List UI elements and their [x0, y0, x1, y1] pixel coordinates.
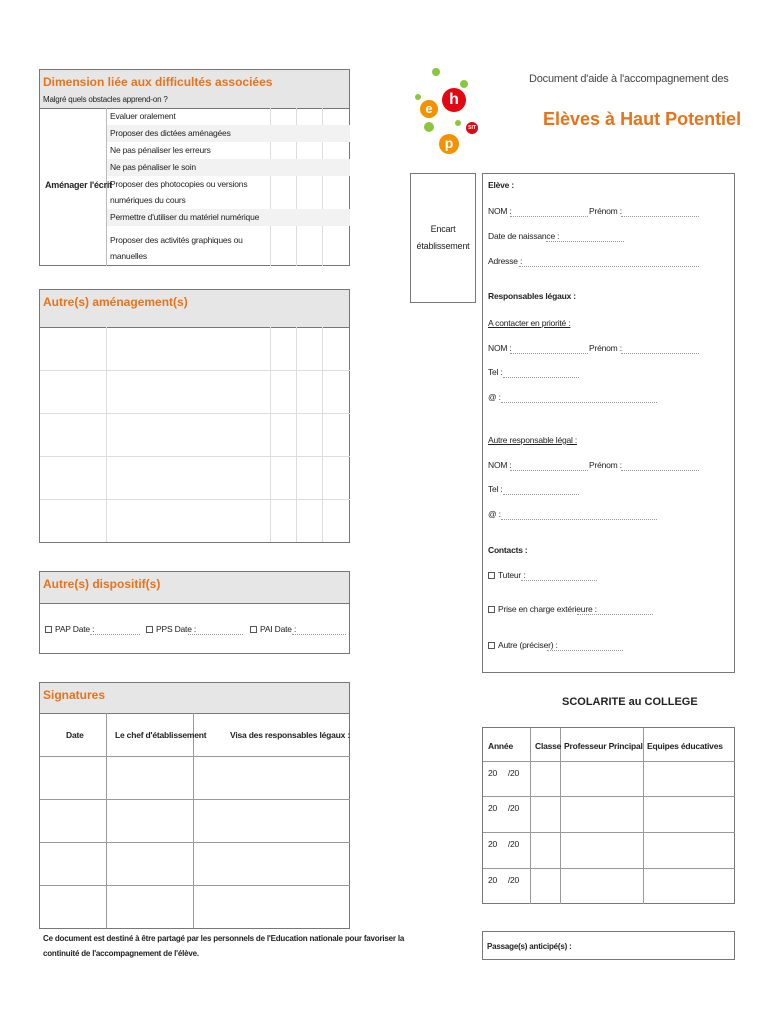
- footer-note-2: continuité de l'accompagnement de l'élève.: [43, 949, 199, 958]
- footer-note-1: Ce document est destiné à être partagé par les personnels de l'Education nationale pour favoriser la: [43, 934, 405, 943]
- pap-checkbox[interactable]: PAP Date :: [45, 624, 94, 634]
- doc-title-1: Document d'aide à l'accompagnement des: [529, 73, 729, 85]
- autre-responsable: Autre responsable légal :: [488, 435, 578, 445]
- col-prof: Professeur Principal: [564, 741, 643, 751]
- sig-col-chef: Le chef d'établissement: [115, 730, 207, 740]
- col-classe: Classe: [535, 741, 562, 751]
- dispositifs-header: [39, 571, 350, 604]
- prise-charge-checkbox[interactable]: Prise en charge extérieure :: [488, 604, 597, 614]
- sig-col-date: Date: [66, 730, 84, 740]
- amenager-ecrit-label: Aménager l'écrit: [45, 180, 112, 190]
- pai-checkbox[interactable]: PAI Date :: [250, 624, 296, 634]
- encart-2: établissement: [416, 241, 470, 251]
- tuteur-checkbox[interactable]: Tuteur :: [488, 570, 525, 580]
- dim-item: Permettre d'utiliser du matériel numérique: [110, 212, 260, 222]
- eleve-adresse: Adresse :: [488, 256, 523, 266]
- dispositifs-title: Autre(s) dispositif(s): [43, 577, 161, 591]
- resp2-prenom: Prénom :: [589, 460, 622, 470]
- scolarite-table: [482, 727, 735, 904]
- resp-email: @ :: [488, 392, 501, 402]
- dim-item: Proposer des dictées aménagées: [110, 128, 231, 138]
- contacts-label: Contacts :: [488, 545, 528, 555]
- logo-small: SIT: [466, 122, 478, 134]
- signatures-title: Signatures: [43, 688, 106, 702]
- col-equipes: Equipes éducatives: [647, 741, 723, 751]
- signatures-header: [39, 682, 350, 714]
- dimension-subtitle: Malgré quels obstacles apprend-on ?: [43, 95, 168, 104]
- resp-prenom: Prénom :: [589, 343, 622, 353]
- resp2-email: @ :: [488, 509, 501, 519]
- pps-checkbox[interactable]: PPS Date :: [146, 624, 196, 634]
- doc-title-2: Elèves à Haut Potentiel: [543, 109, 742, 129]
- passage-label: Passage(s) anticipé(s) :: [487, 942, 572, 951]
- col-annee: Année: [488, 741, 513, 751]
- eleve-naissance: Date de naissance :: [488, 231, 560, 241]
- passage-box[interactable]: [482, 931, 735, 960]
- autre-contact-checkbox[interactable]: Autre (préciser) :: [488, 640, 558, 650]
- dim-item: manuelles: [110, 251, 147, 261]
- logo-e: e: [420, 100, 438, 118]
- annee-row: 20 /20: [488, 839, 520, 849]
- info-box: [482, 173, 735, 673]
- dim-item: Proposer des activités graphiques ou: [110, 235, 243, 245]
- dim-item: Ne pas pénaliser le soin: [110, 162, 196, 172]
- resp-tel: Tel :: [488, 367, 503, 377]
- responsables-label: Responsables légaux :: [488, 291, 576, 301]
- responsable-prioritaire: A contacter en priorité :: [488, 318, 571, 328]
- encart-etablissement: [410, 173, 476, 303]
- dim-item: numériques du cours: [110, 195, 186, 205]
- amenagements-header: [39, 289, 350, 328]
- resp-nom: NOM :: [488, 343, 512, 353]
- logo-h: h: [442, 88, 466, 112]
- dimension-header: [39, 69, 350, 109]
- signatures-table: [39, 713, 350, 929]
- dimension-body: [39, 108, 350, 266]
- dimension-title: Dimension liée aux difficultés associées: [43, 75, 273, 89]
- amenagements-grid[interactable]: [39, 327, 350, 543]
- annee-row: 20 /20: [488, 803, 520, 813]
- ehp-logo: [410, 66, 485, 156]
- eleve-prenom: Prénom :: [589, 206, 622, 216]
- scolarite-title: SCOLARITE au COLLEGE: [562, 696, 698, 708]
- resp2-nom: NOM :: [488, 460, 512, 470]
- eleve-label: Elève :: [488, 180, 515, 190]
- annee-row: 20 /20: [488, 768, 520, 778]
- encart-1: Encart: [430, 224, 456, 234]
- dim-item: Evaluer oralement: [110, 111, 176, 121]
- sig-col-visa: Visa des responsables légaux :: [230, 730, 350, 740]
- eleve-nom: NOM :: [488, 206, 512, 216]
- annee-row: 20 /20: [488, 875, 520, 885]
- dim-item: Proposer des photocopies ou versions: [110, 179, 248, 189]
- resp2-tel: Tel :: [488, 484, 503, 494]
- amenagements-title: Autre(s) aménagement(s): [43, 295, 188, 309]
- dispositifs-body: [39, 603, 350, 654]
- dim-item: Ne pas pénaliser les erreurs: [110, 145, 211, 155]
- logo-p: p: [439, 134, 459, 154]
